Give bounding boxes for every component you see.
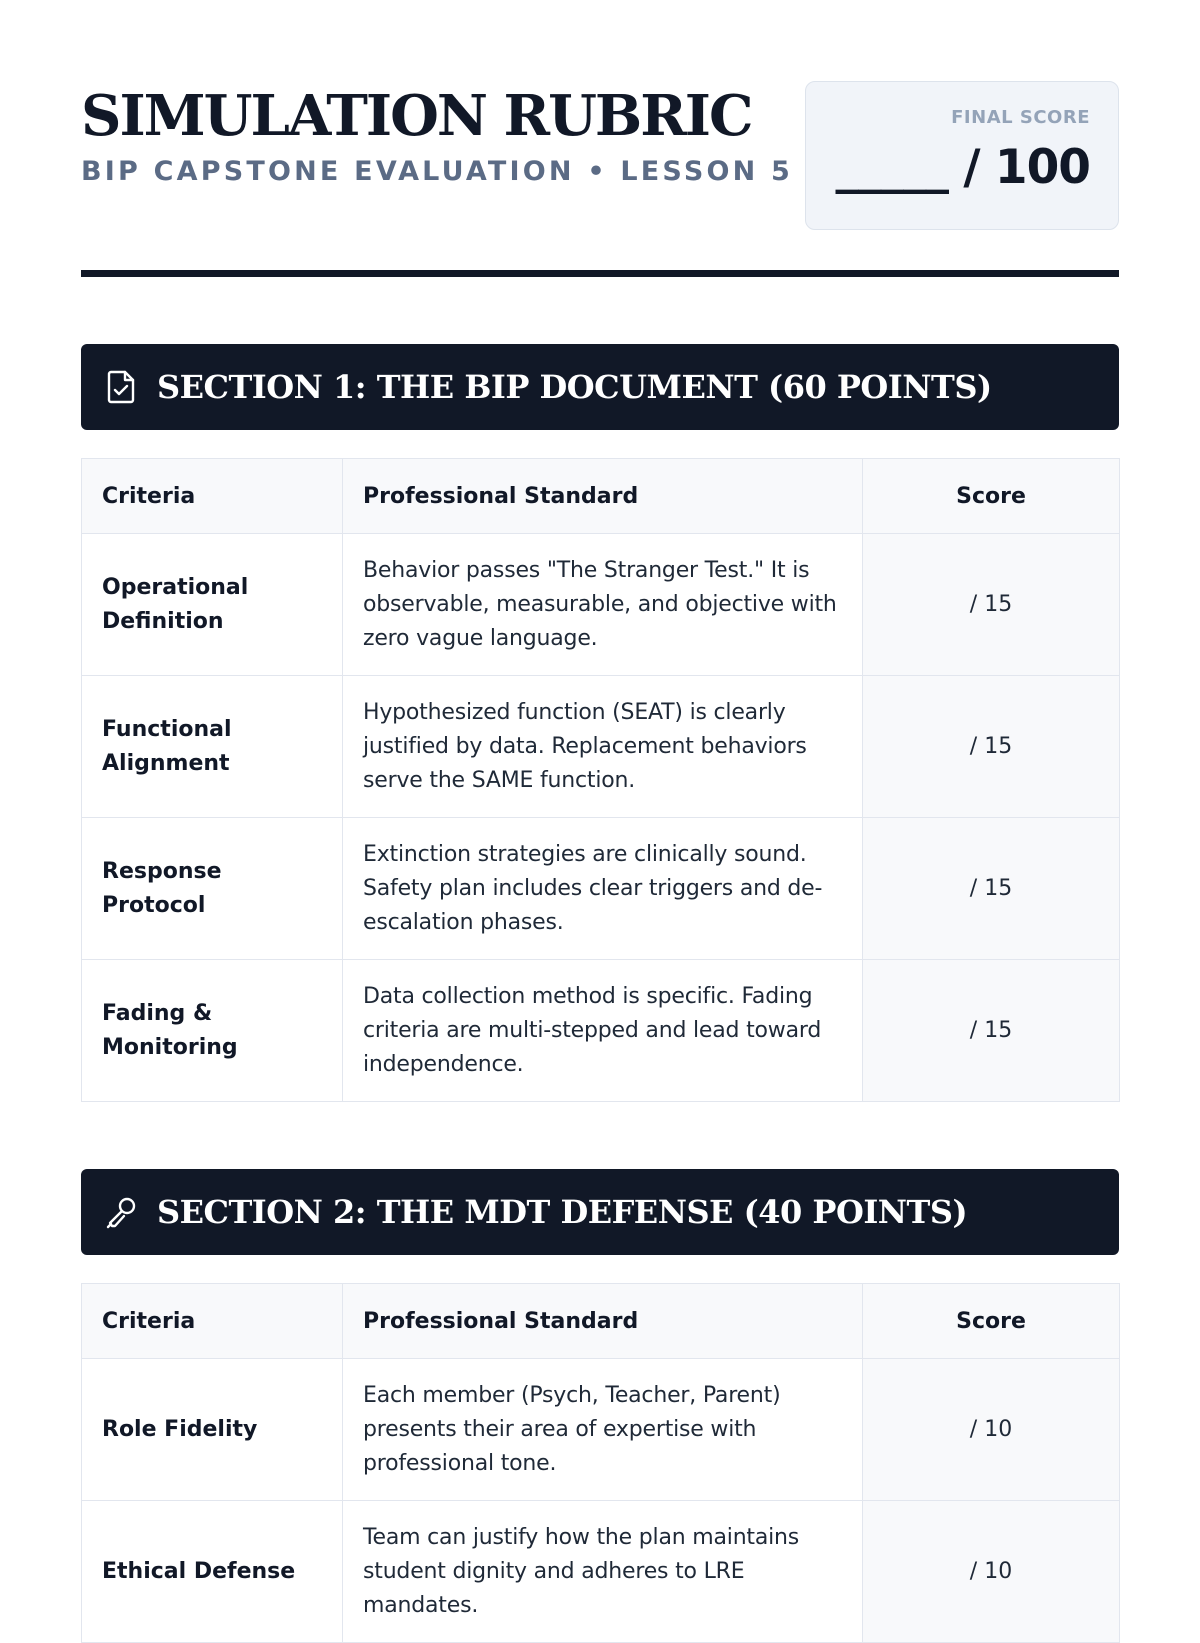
standard-cell: Extinction strategies are clinically sound. Safety plan includes clear triggers and de-escalation phases.: [343, 818, 863, 960]
section-title: SECTION 1: THE BIP DOCUMENT (60 POINTS): [157, 368, 992, 406]
column-header-criteria: Criteria: [82, 459, 343, 534]
score-cell[interactable]: / 15: [863, 818, 1120, 960]
criteria-cell: Fading & Monitoring: [82, 960, 343, 1102]
criteria-cell: Functional Alignment: [82, 676, 343, 818]
header-divider: [81, 270, 1119, 277]
section-bip-document: [81, 344, 1119, 1102]
final-score-box: [805, 81, 1119, 230]
table-row: [82, 676, 1120, 818]
score-cell[interactable]: / 10: [863, 1501, 1120, 1643]
table-row: [82, 1359, 1120, 1501]
page-header: [81, 0, 1119, 277]
column-header-score: Score: [863, 459, 1120, 534]
score-cell[interactable]: / 15: [863, 676, 1120, 818]
section-title: SECTION 2: THE MDT DEFENSE (40 POINTS): [157, 1193, 968, 1231]
criteria-cell: Operational Definition: [82, 534, 343, 676]
standard-cell: Hypothesized function (SEAT) is clearly justified by data. Replacement behaviors serve the SAME function.: [343, 676, 863, 818]
page-subtitle: BIP CAPSTONE EVALUATION • LESSON 5: [81, 156, 794, 187]
table-row: [82, 534, 1120, 676]
table-row: [82, 1501, 1120, 1643]
final-score-value: _____ / 100: [835, 140, 1090, 195]
column-header-standard: Professional Standard: [343, 459, 863, 534]
section-header: [81, 344, 1119, 430]
table-header-row: [82, 1284, 1120, 1359]
criteria-cell: Ethical Defense: [82, 1501, 343, 1643]
criteria-cell: Response Protocol: [82, 818, 343, 960]
standard-cell: Data collection method is specific. Fading criteria are multi-stepped and lead toward independence.: [343, 960, 863, 1102]
rubric-table: [81, 458, 1120, 1102]
standard-cell: Team can justify how the plan maintains student dignity and adheres to LRE mandates.: [343, 1501, 863, 1643]
section-header: [81, 1169, 1119, 1255]
score-cell[interactable]: / 15: [863, 534, 1120, 676]
table-header-row: [82, 459, 1120, 534]
score-cell[interactable]: / 15: [863, 960, 1120, 1102]
column-header-standard: Professional Standard: [343, 1284, 863, 1359]
microphone-icon: [103, 1194, 139, 1230]
score-cell[interactable]: / 10: [863, 1359, 1120, 1501]
table-row: [82, 818, 1120, 960]
final-score-label: FINAL SCORE: [951, 107, 1090, 128]
table-row: [82, 960, 1120, 1102]
standard-cell: Behavior passes "The Stranger Test." It is observable, measurable, and objective with zero vague language.: [343, 534, 863, 676]
document-check-icon: [103, 369, 139, 405]
criteria-cell: Role Fidelity: [82, 1359, 343, 1501]
column-header-criteria: Criteria: [82, 1284, 343, 1359]
section-mdt-defense: [81, 1169, 1119, 1643]
standard-cell: Each member (Psych, Teacher, Parent) presents their area of expertise with professional tone.: [343, 1359, 863, 1501]
page-title: SIMULATION RUBRIC: [81, 83, 752, 149]
rubric-table: [81, 1283, 1120, 1643]
column-header-score: Score: [863, 1284, 1120, 1359]
